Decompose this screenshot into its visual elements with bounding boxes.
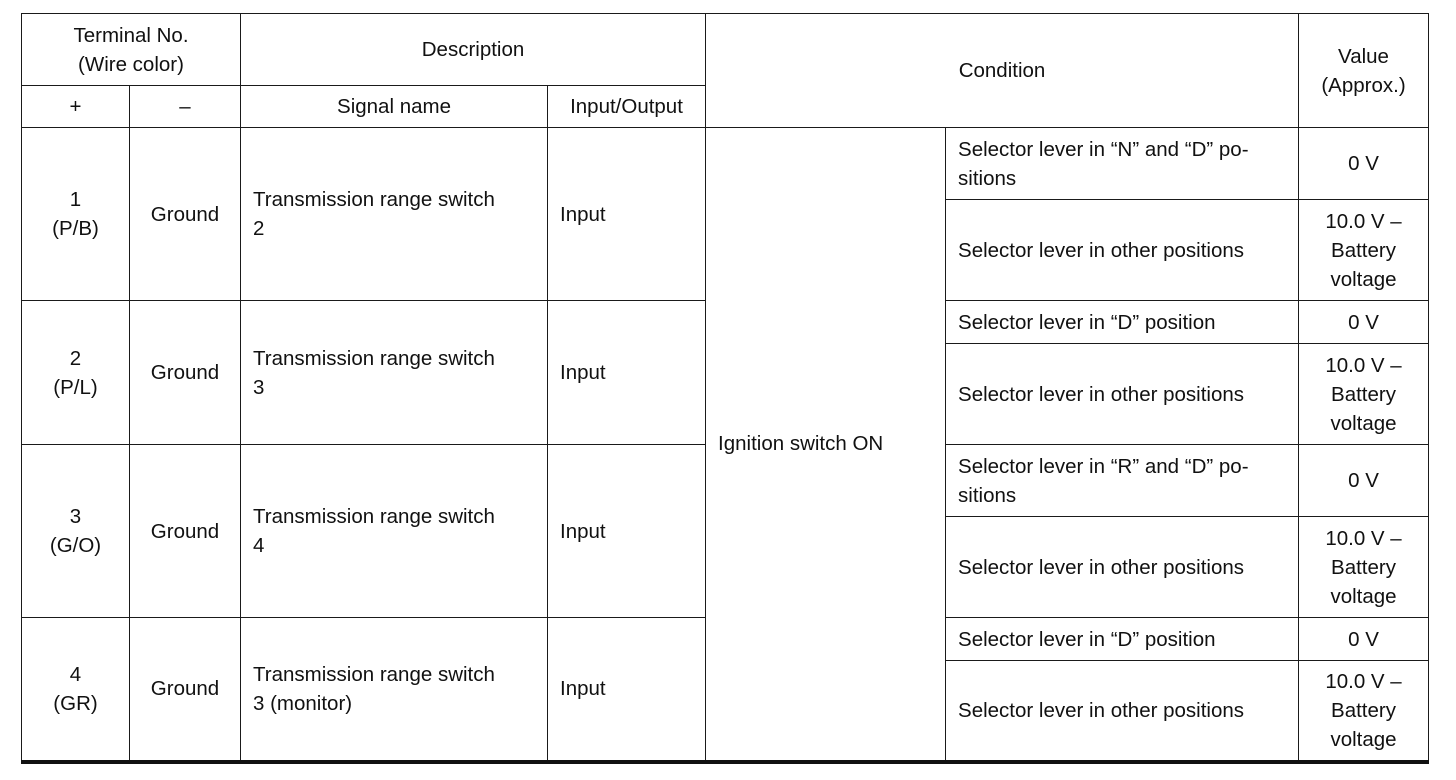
signal-name-line2: 2 [253, 217, 265, 240]
header-plus: + [22, 86, 130, 128]
terminal-number-cell [22, 301, 130, 445]
input-output-cell: Input [548, 128, 706, 301]
value-cell [1299, 661, 1429, 762]
signal-name-line2: 4 [253, 534, 265, 557]
condition-cell: Selector lever in “D” position [946, 618, 1299, 661]
condition-cell: Selector lever in other positions [946, 344, 1299, 445]
header-terminal-line2: (Wire color) [78, 52, 184, 76]
condition-line2: sitions [958, 483, 1017, 507]
condition-line1: Selector lever in “N” and “D” po- [958, 137, 1249, 161]
terminal-number-cell [22, 128, 130, 301]
signal-name-line1: Transmission range switch [253, 188, 495, 211]
terminal-number: 3 [69, 505, 82, 528]
minus-terminal: Ground [130, 301, 241, 445]
value-line1: 10.0 V – [1325, 353, 1402, 377]
input-output-cell: Input [548, 618, 706, 762]
minus-terminal: Ground [130, 618, 241, 762]
header-row-1 [22, 14, 1429, 86]
value-line1: 10.0 V – [1325, 526, 1402, 550]
signal-name-cell [241, 445, 548, 618]
terminal-number-cell [22, 618, 130, 762]
value-cell [1299, 517, 1429, 618]
signal-name-line1: Transmission range switch [253, 505, 495, 528]
value-line1: 10.0 V – [1325, 209, 1402, 233]
header-description: Description [241, 14, 706, 86]
terminal-number: 2 [69, 346, 82, 370]
signal-name-line2: 3 [253, 375, 265, 399]
value-line2: Battery [1331, 698, 1396, 722]
header-value-line2: (Approx.) [1321, 73, 1406, 97]
wire-color: (P/L) [53, 375, 98, 399]
wire-color: (G/O) [49, 534, 102, 557]
wire-color: (P/B) [52, 217, 99, 240]
header-value [1299, 14, 1429, 128]
header-terminal-no [22, 14, 241, 86]
header-minus: – [130, 86, 241, 128]
value-cell [1299, 200, 1429, 301]
condition-cell: Selector lever in other positions [946, 517, 1299, 618]
header-terminal-line1: Terminal No. [73, 23, 189, 47]
condition-line1: Selector lever in “R” and “D” po- [958, 454, 1249, 478]
header-signal-name: Signal name [241, 86, 548, 128]
header-value-line1: Value [1338, 44, 1389, 68]
value-cell: 0 V [1299, 128, 1429, 200]
header-condition: Condition [706, 14, 1299, 128]
minus-terminal: Ground [130, 128, 241, 301]
wire-color: (GR) [53, 691, 98, 715]
terminal-spec-table [21, 13, 1429, 764]
signal-name-cell [241, 301, 548, 445]
condition-cell [946, 445, 1299, 517]
value-cell: 0 V [1299, 301, 1429, 344]
condition-cell: Selector lever in other positions [946, 200, 1299, 301]
value-line3: voltage [1330, 584, 1397, 608]
value-line2: Battery [1331, 555, 1396, 579]
signal-name-line2: 3 (monitor) [253, 691, 353, 715]
terminal-number: 1 [69, 188, 82, 211]
input-output-cell: Input [548, 445, 706, 618]
signal-name-line1: Transmission range switch [253, 346, 495, 370]
value-line1: 10.0 V – [1325, 669, 1402, 693]
value-line3: voltage [1330, 267, 1397, 291]
condition-cell: Selector lever in other positions [946, 661, 1299, 762]
condition-cell [946, 128, 1299, 200]
terminal-number: 4 [69, 662, 82, 686]
value-cell [1299, 344, 1429, 445]
value-line2: Battery [1331, 238, 1396, 262]
signal-name-line1: Transmission range switch [253, 662, 495, 686]
value-line2: Battery [1331, 382, 1396, 406]
value-line3: voltage [1330, 411, 1397, 435]
common-condition-cell: Ignition switch ON [706, 128, 946, 762]
condition-line2: sitions [958, 166, 1017, 190]
value-cell: 0 V [1299, 445, 1429, 517]
signal-name-cell [241, 618, 548, 762]
signal-name-cell [241, 128, 548, 301]
minus-terminal: Ground [130, 445, 241, 618]
condition-cell: Selector lever in “D” position [946, 301, 1299, 344]
terminal-number-cell [22, 445, 130, 618]
table-row [22, 128, 1429, 200]
value-line3: voltage [1330, 727, 1397, 751]
value-cell: 0 V [1299, 618, 1429, 661]
input-output-cell: Input [548, 301, 706, 445]
header-input-output: Input/Output [548, 86, 706, 128]
